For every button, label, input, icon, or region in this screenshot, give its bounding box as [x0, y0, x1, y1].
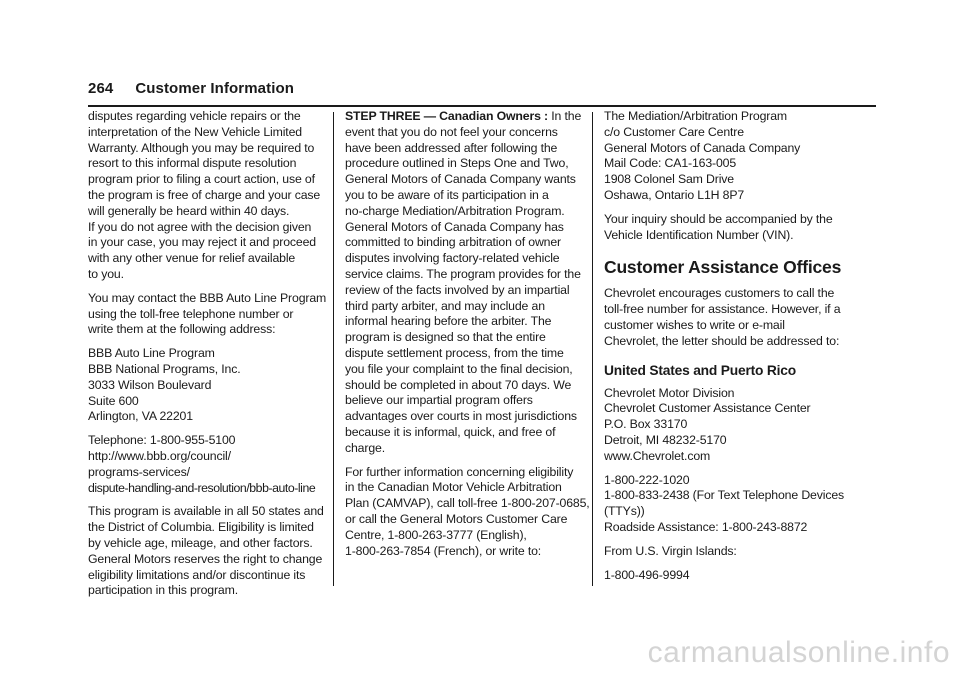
step-three-paragraph — [345, 109, 587, 457]
camvap-paragraph — [345, 464, 590, 560]
text-line: procedure outlined in Steps One and Two, — [345, 156, 569, 171]
text-line: the District of Columbia. Eligibility is limited — [88, 520, 314, 535]
text-line: Vehicle Identification Number (VIN). — [604, 227, 794, 242]
us-puerto-rico-heading: United States and Puerto Rico — [604, 362, 796, 378]
text-line: you to be aware of its participation in a — [345, 187, 549, 202]
text-line: in the Canadian Motor Vehicle Arbitration — [345, 480, 562, 495]
address-line: Detroit, MI 48232-5170 — [604, 432, 727, 447]
text-line: by vehicle age, mileage, and other factors. — [88, 535, 313, 550]
assistance-intro-paragraph — [604, 286, 874, 349]
address-line: 1908 Colonel Sam Drive — [604, 172, 734, 187]
canada-address — [604, 109, 874, 204]
text-line: You may contact the BBB Auto Line Program — [88, 290, 327, 305]
text-line: with any other venue for relief available — [88, 251, 296, 266]
address-line: Chevrolet Customer Assistance Center — [604, 401, 811, 416]
text-line: Centre, 1-800-263-3777 (English), — [345, 527, 527, 542]
text-line: Warranty. Although you may be required to — [88, 140, 315, 155]
text-line: Plan (CAMVAP), call toll-free 1-800-207-0685, — [345, 496, 590, 511]
address-line: Arlington, VA 22201 — [88, 409, 193, 424]
text-line: customer wishes to write or e-mail — [604, 317, 785, 332]
text-line: program prior to filing a court action, use of — [88, 172, 315, 187]
us-address — [604, 386, 874, 465]
address-line: Chevrolet Motor Division — [604, 385, 735, 400]
section-title: Customer Information — [135, 80, 295, 97]
address-line: P.O. Box 33170 — [604, 417, 688, 432]
text-line: participation in this program. — [88, 583, 238, 598]
text-fragment: In the — [548, 109, 582, 123]
text-line: disputes regarding vehicle repairs or the — [88, 109, 301, 123]
watermark: carmanualsonline.info — [647, 636, 950, 669]
customer-assistance-heading: Customer Assistance Offices — [604, 257, 842, 278]
text-line: Chevrolet, the letter should be addressed to: — [604, 333, 840, 348]
header-rule — [88, 105, 876, 107]
availability-paragraph — [88, 504, 328, 599]
address-line: Suite 600 — [88, 393, 139, 408]
text-line: to you. — [88, 266, 124, 281]
text-line: dispute settlement process, from the time — [345, 345, 564, 360]
virgin-islands-label: From U.S. Virgin Islands: — [604, 543, 737, 558]
url-line: http://www.bbb.org/council/ — [88, 448, 231, 463]
address-line: BBB National Programs, Inc. — [88, 361, 241, 376]
step-three-label: STEP THREE — Canadian Owners : — [345, 109, 548, 123]
text-line: because it is informal, quick, and free of — [345, 424, 556, 439]
address-line: Mail Code: CA1-163-005 — [604, 156, 737, 171]
text-line: you file your complaint to the final decision, — [345, 361, 573, 376]
text-line: program is designed so that the entire — [345, 330, 546, 345]
page-number: 264 — [88, 80, 114, 97]
text-line: 1-800-263-7854 (French), or write to: — [345, 543, 542, 558]
text-line: informal hearing before the arbiter. The — [345, 314, 552, 329]
address-line: Oshawa, Ontario L1H 8P7 — [604, 187, 745, 202]
column-divider-1 — [333, 112, 334, 586]
contact-bbb-paragraph — [88, 291, 328, 338]
page-header — [88, 80, 294, 97]
virgin-islands-phone: 1-800-496-9994 — [604, 567, 690, 582]
text-line: charge. — [345, 440, 385, 455]
text-line: disputes involving factory-related vehicle — [345, 251, 560, 266]
phone-line: (TTYs)) — [604, 504, 645, 519]
address-line: General Motors of Canada Company — [604, 140, 801, 155]
text-line: believe our impartial program offers — [345, 393, 533, 408]
text-line: Your inquiry should be accompanied by the — [604, 211, 833, 226]
text-line: interpretation of the New Vehicle Limited — [88, 124, 302, 139]
phone-line: Roadside Assistance: 1-800-243-8872 — [604, 519, 808, 534]
text-line: review of the facts involved by an impartial — [345, 282, 570, 297]
text-line: Chevrolet encourages customers to call the — [604, 286, 835, 301]
text-line: or call the General Motors Customer Care — [345, 511, 568, 526]
text-line: third party arbiter, and may include an — [345, 298, 545, 313]
text-line: For further information concerning eligibility — [345, 464, 574, 479]
text-line: committed to binding arbitration of owner — [345, 235, 561, 250]
bbb-contact — [88, 433, 328, 496]
text-line: service claims. The program provides for the — [345, 266, 581, 281]
text-line: have been addressed after following the — [345, 140, 558, 155]
column-1 — [88, 109, 328, 607]
text-line: in your case, you may reject it and proceed — [88, 235, 316, 250]
us-phones — [604, 473, 874, 536]
text-line: General Motors of Canada Company has — [345, 219, 564, 234]
text-line: General Motors of Canada Company wants — [345, 172, 576, 187]
column-2 — [345, 109, 590, 567]
text-line: write them at the following address: — [88, 322, 276, 337]
text-line: should be completed in about 70 days. We — [345, 377, 572, 392]
text-line: using the toll-free telephone number or — [88, 306, 294, 321]
phone-line: 1-800-833-2438 (For Text Telephone Devices — [604, 488, 845, 503]
text-line: If you do not agree with the decision given — [88, 219, 312, 234]
address-line: 3033 Wilson Boulevard — [88, 377, 212, 392]
telephone: Telephone: 1-800-955-5100 — [88, 433, 236, 448]
text-line: eligibility limitations and/or discontinue its — [88, 567, 306, 582]
address-line: c/o Customer Care Centre — [604, 124, 744, 139]
address-line: The Mediation/Arbitration Program — [604, 109, 788, 123]
text-line: This program is available in all 50 states and — [88, 504, 324, 519]
dispute-paragraph — [88, 109, 328, 283]
phone-line: 1-800-222-1020 — [604, 472, 690, 487]
text-line: resort to this informal dispute resolution — [88, 156, 297, 171]
vin-paragraph — [604, 212, 874, 244]
text-line: no-charge Mediation/Arbitration Program. — [345, 203, 565, 218]
column-3 — [604, 109, 874, 591]
text-line: toll-free number for assistance. However, if a — [604, 302, 841, 317]
url-line: programs-services/ — [88, 464, 190, 479]
text-line: advantages over courts in most jurisdictions — [345, 409, 577, 424]
address-line: BBB Auto Line Program — [88, 346, 215, 361]
text-line: will generally be heard within 40 days. — [88, 203, 290, 218]
text-line: General Motors reserves the right to change — [88, 551, 323, 566]
step-three-first-line — [345, 109, 587, 125]
text-line: event that you do not feel your concerns — [345, 124, 558, 139]
bbb-address — [88, 346, 328, 425]
text-line: the program is free of charge and your case — [88, 187, 321, 202]
url-line: dispute-handling-and-resolution/bbb-auto-line — [88, 480, 316, 495]
website: www.Chevrolet.com — [604, 448, 711, 463]
column-divider-2 — [592, 112, 593, 586]
